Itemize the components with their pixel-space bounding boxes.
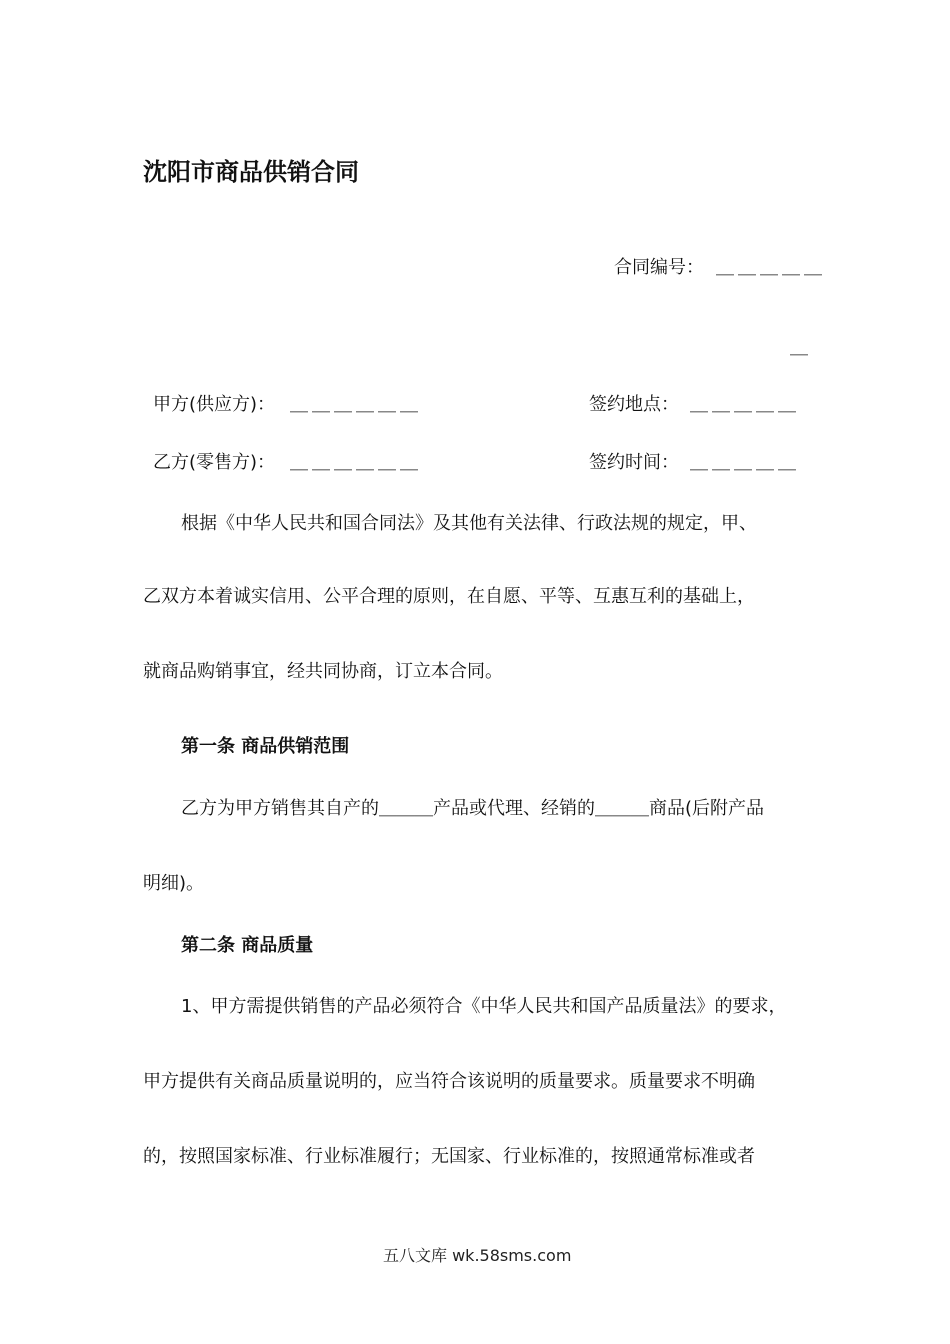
article-2-heading: 第二条 商品质量: [181, 935, 314, 956]
article-2-line: 1、甲方需提供销售的产品必须符合《中华人民共和国产品质量法》的要求，: [181, 996, 787, 1017]
document-title: 沈阳市商品供销合同: [143, 158, 359, 186]
article-1-line: 明细)。: [143, 873, 205, 894]
party-b-blank: ＿＿＿＿＿＿: [290, 452, 422, 473]
party-a-blank: ＿＿＿＿＿＿: [290, 394, 422, 415]
contract-number-label: 合同编号：: [614, 257, 704, 278]
sign-time-blank: ＿＿＿＿＿: [690, 452, 800, 473]
article-1-line: 乙方为甲方销售其自产的＿＿＿产品或代理、经销的＿＿＿商品(后附产品: [181, 798, 765, 819]
article-2-line: 的，按照国家标准、行业标准履行；无国家、行业标准的，按照通常标准或者: [143, 1146, 755, 1167]
article-1-heading: 第一条 商品供销范围: [181, 736, 350, 757]
contract-number-blank: ＿＿＿＿＿: [716, 257, 826, 278]
footer-watermark: 五八文库 wk.58sms.com: [383, 1246, 572, 1265]
sign-place-label: 签约地点：: [589, 394, 679, 415]
article-2-line: 甲方提供有关商品质量说明的，应当符合该说明的质量要求。质量要求不明确: [143, 1071, 755, 1092]
sign-time-label: 签约时间：: [589, 452, 679, 473]
intro-line: 根据《中华人民共和国合同法》及其他有关法律、行政法规的规定，甲、: [181, 513, 757, 534]
intro-line: 乙双方本着诚实信用、公平合理的原则，在自愿、平等、互惠互利的基础上，: [143, 586, 755, 607]
contract-number-blank-tail: ＿: [790, 337, 808, 358]
party-a-label: 甲方(供应方)：: [153, 394, 276, 415]
intro-line: 就商品购销事宜，经共同协商，订立本合同。: [143, 661, 503, 682]
sign-place-blank: ＿＿＿＿＿: [690, 394, 800, 415]
party-b-label: 乙方(零售方)：: [153, 452, 276, 473]
